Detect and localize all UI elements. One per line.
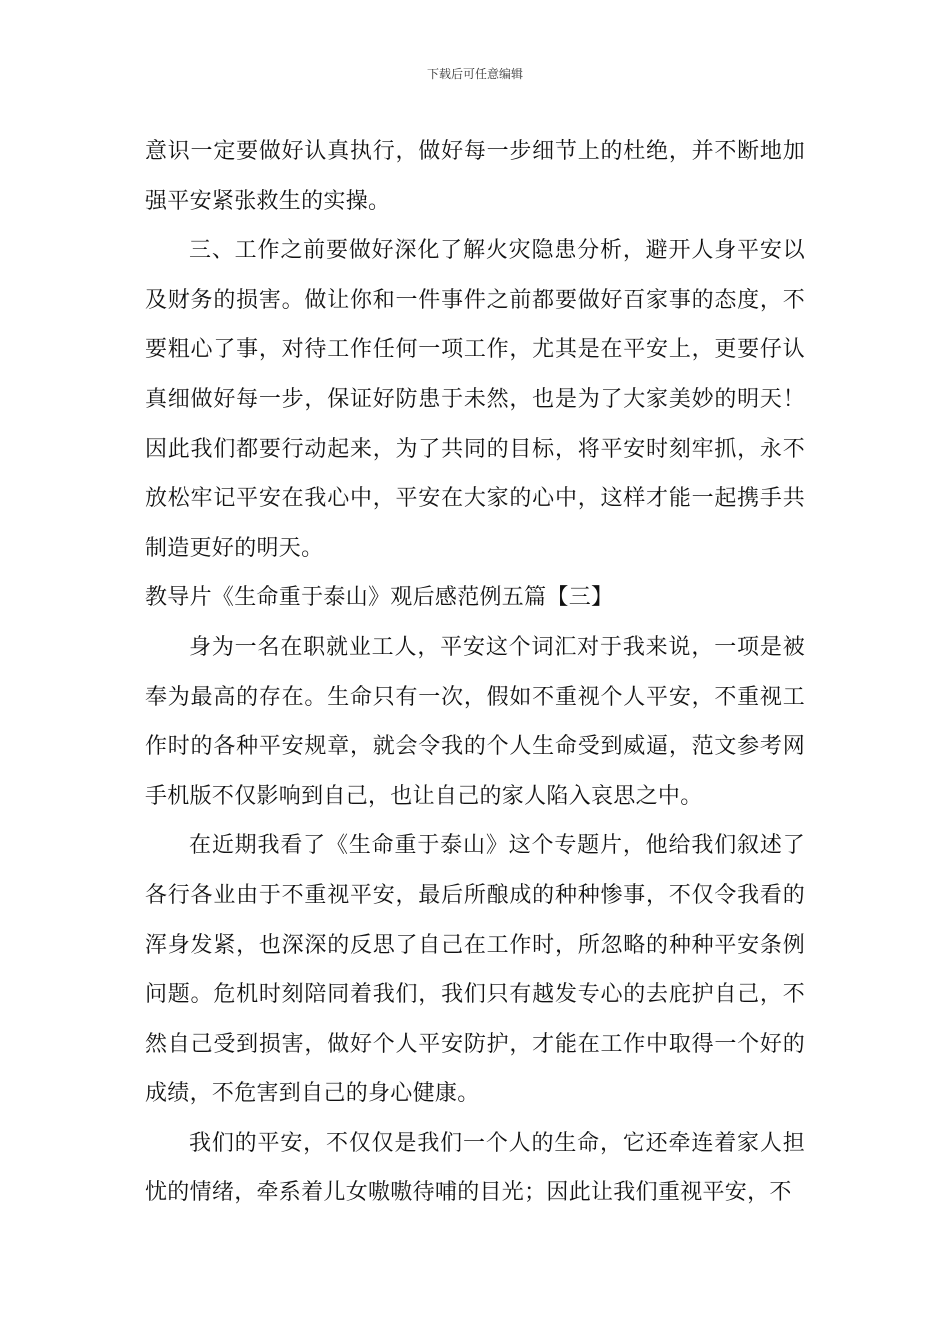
section-heading: 教导片《生命重于泰山》观后感范例五篇【三】 xyxy=(145,585,614,611)
paragraph-documentary: 在近期我看了《生命重于泰山》这个专题片，他给我们叙述了各行各业由于不重视平安，最后所酿成的种种惨事，不仅令我看的浑身发紧，也深深的反思了自己在工作时，所忽略的种种平安条例问题。危机时刻陪同着我们，我们只有越发专心的去庇护自己，不然自己受到损害，做好个人平安防护，才能在工作中取得一个好的成绩，不危害到自己的身心健康。 xyxy=(145,833,805,1107)
page-header: 下载后可任意编辑 xyxy=(426,67,523,81)
paragraph-family: 我们的平安，不仅仅是我们一个人的生命，它还牵连着家人担忧的情绪，牵系着儿女嗷嗷待哺的目光；因此让我们重视平安，不 xyxy=(145,1130,805,1206)
paragraph-fire-safety: 三、工作之前要做好深化了解火灾隐患分析，避开人身平安以及财务的损害。做让你和一件事件之前都要做好百家事的态度，不要粗心了事，对待工作任何一项工作，尤其是在平安上，更要仔认真细做好每一步，保证好防患于未然，也是为了大家美妙的明天！因此我们都要行动起来，为了共同的目标，将平安时刻牢抓，永不放松牢记平安在我心中，平安在大家的心中，这样才能一起携手共制造更好的明天。 xyxy=(145,238,805,561)
paragraph-worker: 身为一名在职就业工人，平安这个词汇对于我来说，一项是被奉为最高的存在。生命只有一次，假如不重视个人平安，不重视工作时的各种平安规章，就会令我的个人生命受到威逼，范文参考网手机版不仅影响到自己，也让自己的家人陷入哀思之中。 xyxy=(145,634,805,809)
paragraph-continuation: 意识一定要做好认真执行，做好每一步细节上的杜绝，并不断地加强平安紧张救生的实操。 xyxy=(145,139,805,214)
document-body xyxy=(145,127,805,1218)
